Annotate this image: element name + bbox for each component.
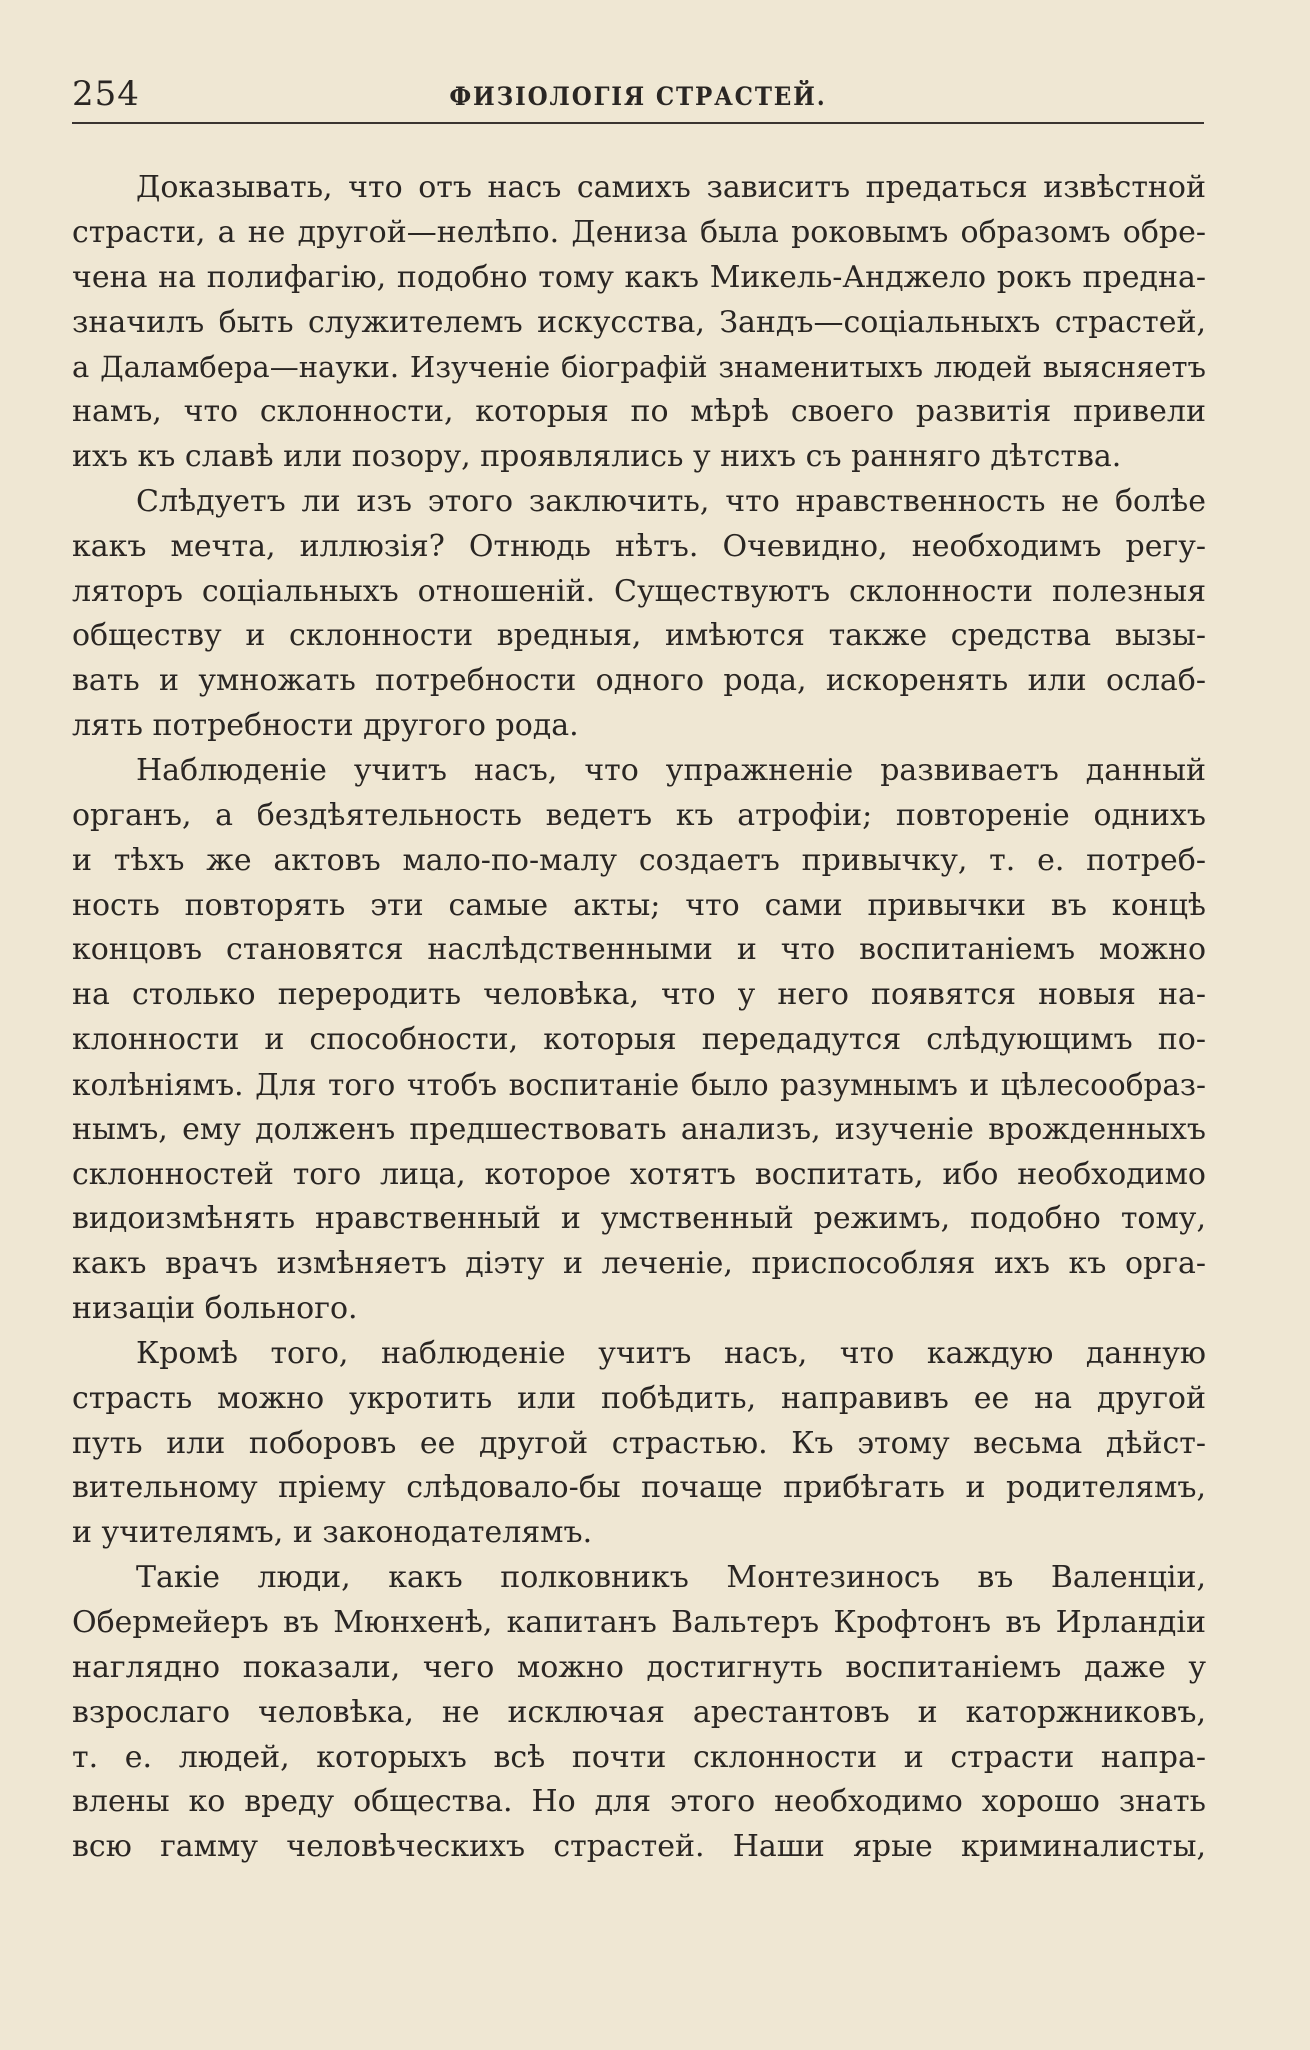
text-line: вительному пріему слѣдовало-бы почаще прибѣгать и родителямъ, bbox=[72, 1470, 1206, 1506]
text-line: значилъ быть служителемъ искусства, Зандъ—соціальныхъ страстей, bbox=[72, 304, 1206, 340]
text-line: т. е. людей, которыхъ всѣ почти склонности и страсти напра- bbox=[72, 1739, 1206, 1775]
text-line: ляторъ соціальныхъ отношеній. Существуютъ склонности полезныя bbox=[72, 573, 1206, 609]
text-line: видоизмѣнять нравственный и умственный режимъ, подобно тому, bbox=[72, 1201, 1206, 1237]
text-line: и учителямъ, и законодателямъ. bbox=[72, 1515, 593, 1551]
text-line: наглядно показали, чего можно достигнуть воспитаніемъ даже у bbox=[72, 1649, 1206, 1685]
text-line: клонности и способности, которыя передадутся слѣдующимъ по- bbox=[72, 1022, 1206, 1058]
text-line: страсти, а не другой—нелѣпо. Дениза была роковымъ образомъ обре- bbox=[72, 214, 1206, 250]
text-line: какъ мечта, иллюзія? Отнюдь нѣтъ. Очевидно, необходимъ регу- bbox=[72, 528, 1206, 564]
text-line: ихъ къ славѣ или позору, проявлялись у нихъ съ ранняго дѣтства. bbox=[72, 439, 1122, 475]
header-rule bbox=[72, 122, 1204, 124]
text-line: Такіе люди, какъ полковникъ Монтезиносъ въ Валенціи, bbox=[136, 1560, 1206, 1596]
text-line: намъ, что склонности, которыя по мѣрѣ своего развитія привели bbox=[72, 394, 1206, 430]
text-line: Наблюденіе учитъ насъ, что упражненіе развиваетъ данный bbox=[136, 752, 1206, 788]
body-text bbox=[72, 166, 1206, 1870]
text-line: путь или поборовъ ее другой страстью. Къ этому весьма дѣйст- bbox=[72, 1425, 1206, 1461]
running-title: ФИЗІОЛОГІЯ СТРАСТЕЙ. bbox=[449, 82, 827, 111]
text-line: Слѣдуетъ ли изъ этого заключить, что нравственность не болѣе bbox=[136, 483, 1206, 519]
text-line: лять потребности другого рода. bbox=[72, 708, 579, 744]
text-line: а Даламбера—науки. Изученіе біографій знаменитыхъ людей выясняетъ bbox=[72, 350, 1206, 385]
text-line: и тѣхъ же актовъ мало-по-малу создаетъ привычку, т. е. потреб- bbox=[72, 842, 1206, 878]
text-line: какъ врачъ измѣняетъ діэту и леченіе, приспособляя ихъ къ орга- bbox=[72, 1246, 1206, 1282]
text-line: колѣніямъ. Для того чтобъ воспитаніе было разумнымъ и цѣлесообраз- bbox=[72, 1067, 1206, 1102]
text-line: нымъ, ему долженъ предшествовать анализъ, изученіе врожденныхъ bbox=[72, 1111, 1206, 1147]
text-line: вать и умножать потребности одного рода, искоренять или ослаб- bbox=[72, 663, 1206, 699]
text-line: всю гамму человѣческихъ страстей. Наши ярые криминалисты, bbox=[72, 1829, 1206, 1865]
text-line: Обермейеръ въ Мюнхенѣ, капитанъ Вальтеръ Крофтонъ въ Ирландіи bbox=[72, 1605, 1206, 1640]
text-line: склонностей того лица, которое хотятъ воспитать, ибо необходимо bbox=[72, 1156, 1206, 1192]
page-header bbox=[72, 72, 1204, 124]
text-line: ность повторять эти самые акты; что сами привычки въ концѣ bbox=[72, 887, 1206, 923]
text-line: Кромѣ того, наблюденіе учитъ насъ, что каждую данную bbox=[136, 1335, 1206, 1371]
text-line: Доказывать, что отъ насъ самихъ зависитъ предаться извѣстной bbox=[136, 170, 1206, 205]
page-number: 254 bbox=[72, 74, 140, 114]
text-line: концовъ становятся наслѣдственными и что воспитаніемъ можно bbox=[72, 932, 1206, 968]
text-line: органъ, а бездѣятельность ведетъ къ атрофіи; повтореніе однихъ bbox=[72, 797, 1206, 833]
text-line: обществу и склонности вредныя, имѣются также средства вызы- bbox=[72, 618, 1206, 654]
text-line: чена на полифагію, подобно тому какъ Микель-Анджело рокъ предна- bbox=[72, 259, 1206, 295]
text-line: страсть можно укротить или побѣдить, направивъ ее на другой bbox=[72, 1380, 1206, 1416]
text-line: низаціи больного. bbox=[72, 1291, 358, 1327]
text-line: на столько переродить человѣка, что у него появятся новыя на- bbox=[72, 977, 1206, 1013]
text-line: взрослаго человѣка, не исключая арестантовъ и каторжниковъ, bbox=[72, 1694, 1206, 1730]
text-line: влены ко вреду общества. Но для этого необходимо хорошо знать bbox=[72, 1784, 1206, 1820]
